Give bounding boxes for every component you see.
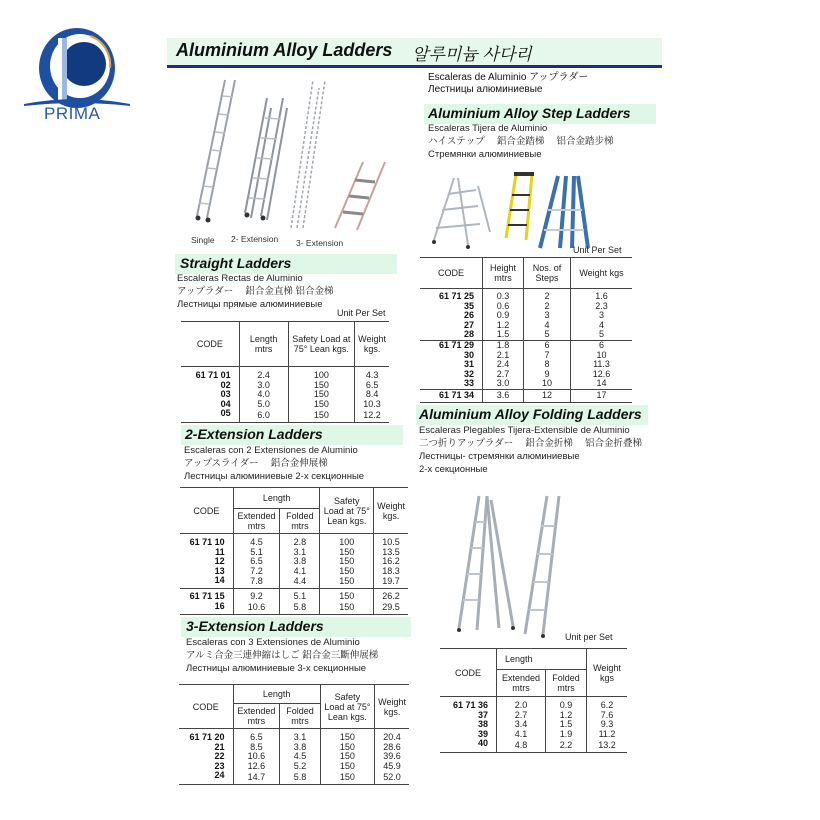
desc-line: Escaleras con 2 Extensiones de Aluminio [184,445,358,456]
table-row: 13 7.2 4.1 150 18.3 [180,567,408,577]
desc-line: Escaleras Rectas de Aluminio [177,273,303,284]
col-code: CODE [193,505,220,516]
table-row: 28 1.5 5 5 [420,330,632,340]
straight-ladders-image [185,78,410,233]
table-row: 39 4.1 1.9 11.2 [440,730,627,740]
step-ladders-table [420,257,632,403]
table-row: 33 3.0 10 14 [420,379,632,389]
table-row: 31 2.4 8 11.3 [420,360,632,370]
col-extended: Extended mtrs [233,509,280,534]
table-header-row [179,685,409,704]
col-length: Length [233,488,320,509]
table-row: 61 71 34 3.6 12 17 [420,389,632,402]
table-row: 03 4.0 150 8.4 [181,390,389,400]
caption-3-extension: 3- Extension [296,238,344,248]
page-title-korean: 알루미늄 사다리 [412,45,532,64]
desc-line: Лестницы алюминиевые 3-х секционные [186,663,367,674]
col-weight: Weight kgs. [374,488,408,534]
table-row: 61 71 29 1.8 6 6 [420,340,632,350]
folding-ladders-desc [419,424,642,476]
desc-line: Escaleras Tijera de Aluminio [428,123,548,134]
step-ladders-desc [428,122,614,161]
col-safety-load: Safety Load at 75° Lean kgs. [320,488,374,534]
col-folded: Folded mtrs [280,704,320,729]
col-weight: Weight kgs. [355,322,389,367]
col-length: Length mtrs [239,322,288,367]
table-row: 32 2.7 9 12.6 [420,370,632,380]
desc-line: 二つ折りアップラダー 鋁合金折梯 铝合金折叠梯 [419,438,643,449]
straight-ladders-title: Straight Ladders [180,255,292,271]
col-safety-load: Safety Load at 75° Lean kgs. [288,322,355,367]
table-row: 24 14.7 5.8 150 52.0 [179,771,409,784]
desc-line: Лестницы прямые алюминиевые [177,299,323,310]
table-row: 16 10.6 5.8 150 29.5 [180,602,408,615]
col-height: Height mtrs [483,258,524,289]
table-row: 21 8.5 3.8 150 28.6 [179,743,409,753]
table-row: 35 0.6 2 2.3 [420,302,632,312]
table-row: 12 6.5 3.8 150 16.2 [180,557,408,567]
col-code: CODE [196,339,223,349]
straight-unit-label: Unit Per Set [337,308,386,318]
table-row: 27 1.2 4 4 [420,321,632,331]
desc-line: アップラダー 鋁合金直梯 铝合金梯 [177,286,334,297]
table-row: 30 2.1 7 10 [420,351,632,361]
three-extension-title: 3-Extension Ladders [186,618,324,634]
table-row: 02 3.0 150 6.5 [181,381,389,391]
straight-ladders-table [181,321,389,423]
subtitle-line: Лестницы алюминиевые [428,84,543,95]
table-row: 05 6.0 150 12.2 [181,409,389,422]
caption-single: Single [191,235,215,245]
two-extension-table [180,487,408,615]
col-steps: Nos. of Steps [524,258,571,289]
table-row: 61 71 15 9.2 5.1 150 26.2 [180,588,408,601]
table-row: 11 5.1 3.1 150 13.5 [180,548,408,558]
logo-text: PRIMA [44,104,101,123]
table-row: 61 71 36 2.0 0.9 6.2 [440,697,627,711]
table-row: 26 0.9 3 3 [420,311,632,321]
col-weight: Weight kgs [587,649,628,697]
col-length: Length [497,649,587,670]
subtitle-line: Escaleras de Aluminio アップラダー [428,72,589,83]
header-subtitle [428,72,588,96]
table-row: 04 5.0 150 10.3 [181,400,389,410]
col-extended: Extended mtrs [497,670,546,697]
folding-unit-label: Unit per Set [565,632,613,642]
two-extension-desc [184,444,364,483]
desc-line: Escaleras con 3 Extensiones de Aluminio [186,637,360,648]
table-row: 61 71 10 4.5 2.8 100 10.5 [180,534,408,548]
three-extension-table [179,684,409,785]
folding-ladders-image [455,490,595,640]
table-row: 61 71 01 2.4 100 4.3 [181,367,389,381]
two-extension-title: 2-Extension Ladders [185,426,323,442]
desc-line: アップスライダー 鋁合金伸展梯 [184,458,328,469]
col-extended: Extended mtrs [233,704,280,729]
desc-line: 2-х секционные [419,464,488,475]
table-header-row [181,322,389,367]
desc-line: Стремянки алюминиевые [428,149,542,160]
table-row: 22 10.6 4.5 150 39.6 [179,752,409,762]
col-code: CODE [437,268,464,278]
table-header-row [180,488,408,509]
table-row: 23 12.6 5.2 150 45.9 [179,762,409,772]
table-row: 37 2.7 1.2 7.6 [440,711,627,721]
table-header-row [440,649,627,670]
caption-2-extension: 2- Extension [231,234,279,244]
step-ladders-title: Aluminium Alloy Step Ladders [428,105,631,121]
straight-ladders-desc [177,272,334,311]
col-code: CODE [454,667,481,678]
folding-ladders-title: Aluminium Alloy Folding Ladders [419,406,642,422]
table-header-row [420,258,632,289]
table-row: 38 3.4 1.5 9.3 [440,720,627,730]
table-row: 61 71 25 0.3 2 1.6 [420,289,632,302]
col-weight: Weight kgs [571,258,633,289]
col-safety-load: Safety Load at 75° Lean kgs. [320,685,375,729]
col-length: Length [233,685,320,704]
table-row: 14 7.8 4.4 150 19.7 [180,576,408,588]
desc-line: Лестницы- стремянки алюминиевые [419,451,580,462]
three-extension-desc [186,636,378,675]
desc-line: アルミ合金三連伸縮はしご 鋁合金三斷伸展梯 [186,650,379,661]
step-ladders-image [428,170,628,255]
folding-ladders-table [440,648,627,753]
table-row: 40 4.8 2.2 13.2 [440,739,627,752]
col-folded: Folded mtrs [546,670,587,697]
col-weight: Weight kgs. [375,685,409,729]
desc-line: Escaleras Plegables Tijera-Extensible de Aluminio [419,425,630,436]
desc-line: Лестницы алюминиевые 2-х секционные [184,471,365,482]
step-unit-label: Unit Per Set [573,245,622,255]
page-title: Aluminium Alloy Ladders [176,40,393,60]
col-folded: Folded mtrs [280,509,320,534]
table-row: 61 71 20 6.5 3.1 150 20.4 [179,729,409,743]
col-code: CODE [192,701,219,712]
desc-line: ハイステップ 鋁合金踏梯 铝合金踏步梯 [428,136,614,147]
